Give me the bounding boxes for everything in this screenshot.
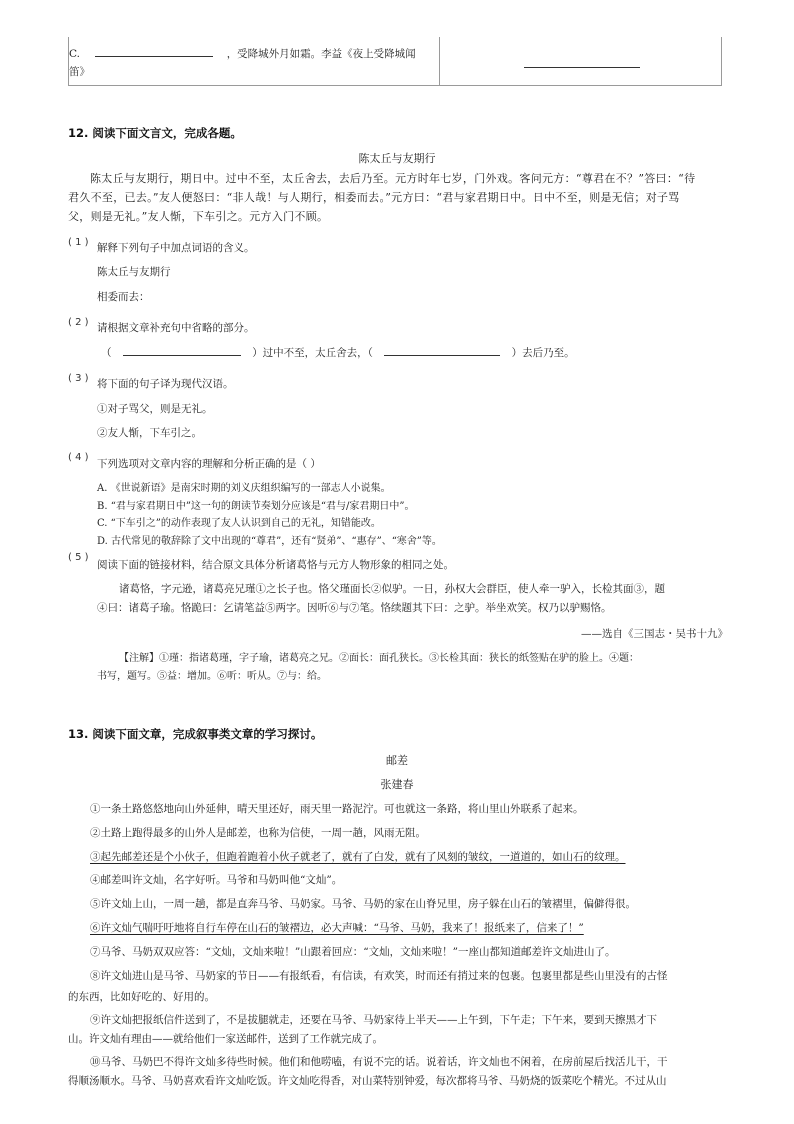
sub-question-number: ( 5 ): [68, 552, 89, 563]
table-cell-right: [440, 37, 721, 85]
article-paragraph: ④邮差叫许文灿，名字好听。马爷和马奶叫他“文灿”。: [90, 874, 343, 887]
fill-sentence-middle: ）过中不至，太丘舍去，（: [252, 347, 373, 359]
sub-question-number: ( 2 ): [68, 317, 89, 328]
fill-blank[interactable]: [384, 345, 500, 356]
fill-sentence-end: ）去后乃至。: [511, 347, 575, 359]
sub-question-prompt: 下列选项对文章内容的理解和分析正确的是（ ）: [97, 458, 321, 470]
article-paragraph: ①一条土路悠悠地向山外延伸，晴天里还好，雨天里一路泥泞。可也就这一条路，将山里山外联系了起来。: [90, 803, 584, 815]
option-d[interactable]: D. 古代常见的敬辞除了文中出现的“尊君”，还有“贤弟”、“惠存”、“寒舍”等。: [97, 535, 442, 547]
option-a[interactable]: A. 《世说新语》是南宋时期的刘义庆组织编写的一部志人小说集。: [97, 483, 391, 494]
article-paragraph-continued: 山。许文灿有理由——就给他们一家送邮件，送到了工作就完成了。: [68, 1033, 383, 1045]
question-13-heading: 13. 阅读下面文章，完成叙事类文章的学习探讨。: [68, 727, 323, 741]
article-paragraph-underlined: ⑥许文灿气喘吁吁地将自行车停在山石的皱褶边，必大声喊：“马爷、马奶，我来了！报纸来了，信来了！”: [90, 921, 584, 934]
annotation-line: 【注解】①瑾：指诸葛瑾，字子瑜，诸葛亮之兄。②面长：面孔狭长。③长检其面：狭长的纸签贴在驴的脸上。④题：: [119, 653, 639, 664]
passage-line: 父，则是无礼。”友人惭，下车引之。元方入门不顾。: [68, 210, 329, 223]
article-paragraph: ⑩马爷、马奶巴不得许文灿多待些时候。他们和他唠嗑，有说不完的话。说着话，许文灿也不闲着，在房前屋后找活儿干，干: [90, 1056, 668, 1068]
article-paragraph-continued: 得顺汤顺水。马爷、马奶喜欢看许文灿吃饭。许文灿吃得香，对山菜特别钟爱，每次都将马爷、马奶烧的饭菜吃个精光。不过从山: [68, 1075, 667, 1087]
article-paragraph-continued: 的东西，比如好吃的、好用的。: [68, 991, 215, 1003]
article-paragraph-underlined: ③起先邮差还是个小伙子，但跑着跑着小伙子就老了，就有了白发，就有了风刻的皱纹，一道道的，如山石的纹理。: [90, 850, 626, 863]
term-item: 相委而去：: [97, 291, 150, 303]
article-paragraph: ⑤许文灿上山，一周一趟，都是直奔马爷、马奶家。马爷、马奶的家在山脊兄里，房子躲在山石的皱褶里，偏僻得很。: [90, 898, 636, 911]
passage: [68, 169, 730, 226]
article-paragraph: ②土路上跑得最多的山外人是邮差，也称为信使，一周一趟，风雨无阻。: [90, 826, 426, 839]
table-cell-left: [69, 37, 440, 85]
option-c[interactable]: C. “下车引之”的动作表现了友人认识到自己的无礼，知错能改。: [97, 518, 381, 529]
translate-item: ①对子骂父，则是无礼。: [97, 403, 213, 415]
question-12-heading: 12. 阅读下面文言文，完成各题。: [68, 126, 242, 140]
article-paragraph: ⑦马爷、马奶双双应答：“文灿，文灿来啦！”山跟着回应：“文灿，文灿来啦！”一座山都知道邮差许文灿进山了。: [90, 945, 616, 958]
answer-table-fragment: [68, 37, 722, 86]
translate-item: ②友人惭，下车引之。: [97, 427, 202, 439]
sub-question-number: ( 1 ): [68, 237, 89, 248]
article-paragraph-block: [68, 1053, 734, 1091]
source-citation: ——选自《三国志・吴书十九》: [581, 628, 728, 640]
material-line: ④曰：诸葛子瑜。恪跪曰：乞请笔益⑤两字。因听⑥与⑦笔。恪续题其下曰：之驴。举坐欢笑。权乃以驴赐恪。: [97, 602, 612, 614]
sub-question-number: ( 3 ): [68, 373, 89, 384]
fill-blank[interactable]: [524, 57, 640, 68]
passage-line: 君久不至，已去。”友人便怒曰：“非人哉！与人期行，相委而去。”元方曰：“君与家君期日中。日中不至，则是无信；对子骂: [68, 191, 680, 204]
term-item: 陈太丘与友期行: [97, 266, 171, 278]
fill-sentence: [101, 344, 575, 362]
annotation: [97, 650, 731, 686]
passage-line: 陈太丘与友期行，期日中。过中不至，太丘舍去，去后乃至。元方时年七岁，门外戏。客问元方：“尊君在不？”答曰：“待: [90, 172, 696, 185]
option-c-label: C.: [69, 48, 80, 60]
annotation-line: 书写，题写。⑤益：增加。⑥听：听从。⑦与：给。: [97, 671, 327, 682]
sub-question-prompt: 请根据文章补充句中省略的部分。: [97, 322, 255, 334]
option-c-text: ，受降城外月如霜。李益《夜上受降城闻: [226, 48, 416, 60]
sub-question-prompt: 将下面的句子译为现代汉语。: [97, 378, 234, 390]
article-title: 邮差: [386, 754, 408, 767]
material-line: 诸葛恪，字元逊，诸葛亮兄瑾①之长子也。恪父瑾面长②似驴。一日，孙权大会群臣，使人牵一驴入，长检其面③，题: [119, 583, 665, 595]
sub-question-number: ( 4 ): [68, 452, 89, 463]
paren-open: （: [101, 347, 112, 359]
article-body: [90, 798, 734, 988]
article-paragraph: ⑧许文灿进山是马爷、马奶家的节日——有报纸看，有信读，有欢笑，时而还有捎过来的包裹。包裹里都是些山里没有的古怪: [90, 969, 668, 982]
sub-question-prompt: 解释下列句子中加点词语的含义。: [97, 242, 255, 254]
fill-blank[interactable]: [123, 345, 241, 356]
article-paragraph: ⑨许文灿把报纸信件送到了，不是拔腿就走，还要在马爷、马奶家待上半天——上午到，下午走；下午来，要到天擦黑才下: [90, 1014, 657, 1026]
sub-question-prompt: 阅读下面的链接材料，结合原文具体分析诸葛恪与元方人物形象的相同之处。: [97, 559, 454, 571]
fill-blank[interactable]: [95, 46, 213, 57]
article-paragraph-block: [68, 1011, 734, 1049]
option-b[interactable]: B. “君与家君期日中”这一句的朗读节奏划分应该是“君与/家君期日中”。: [97, 500, 415, 512]
article-author: 张建春: [380, 778, 414, 791]
option-c-text-continued: 笛》: [69, 66, 90, 78]
options-list: [97, 480, 442, 550]
article-body-continued: [68, 988, 734, 1007]
passage-title: 陈太丘与友期行: [358, 152, 436, 165]
link-material: [97, 580, 731, 618]
